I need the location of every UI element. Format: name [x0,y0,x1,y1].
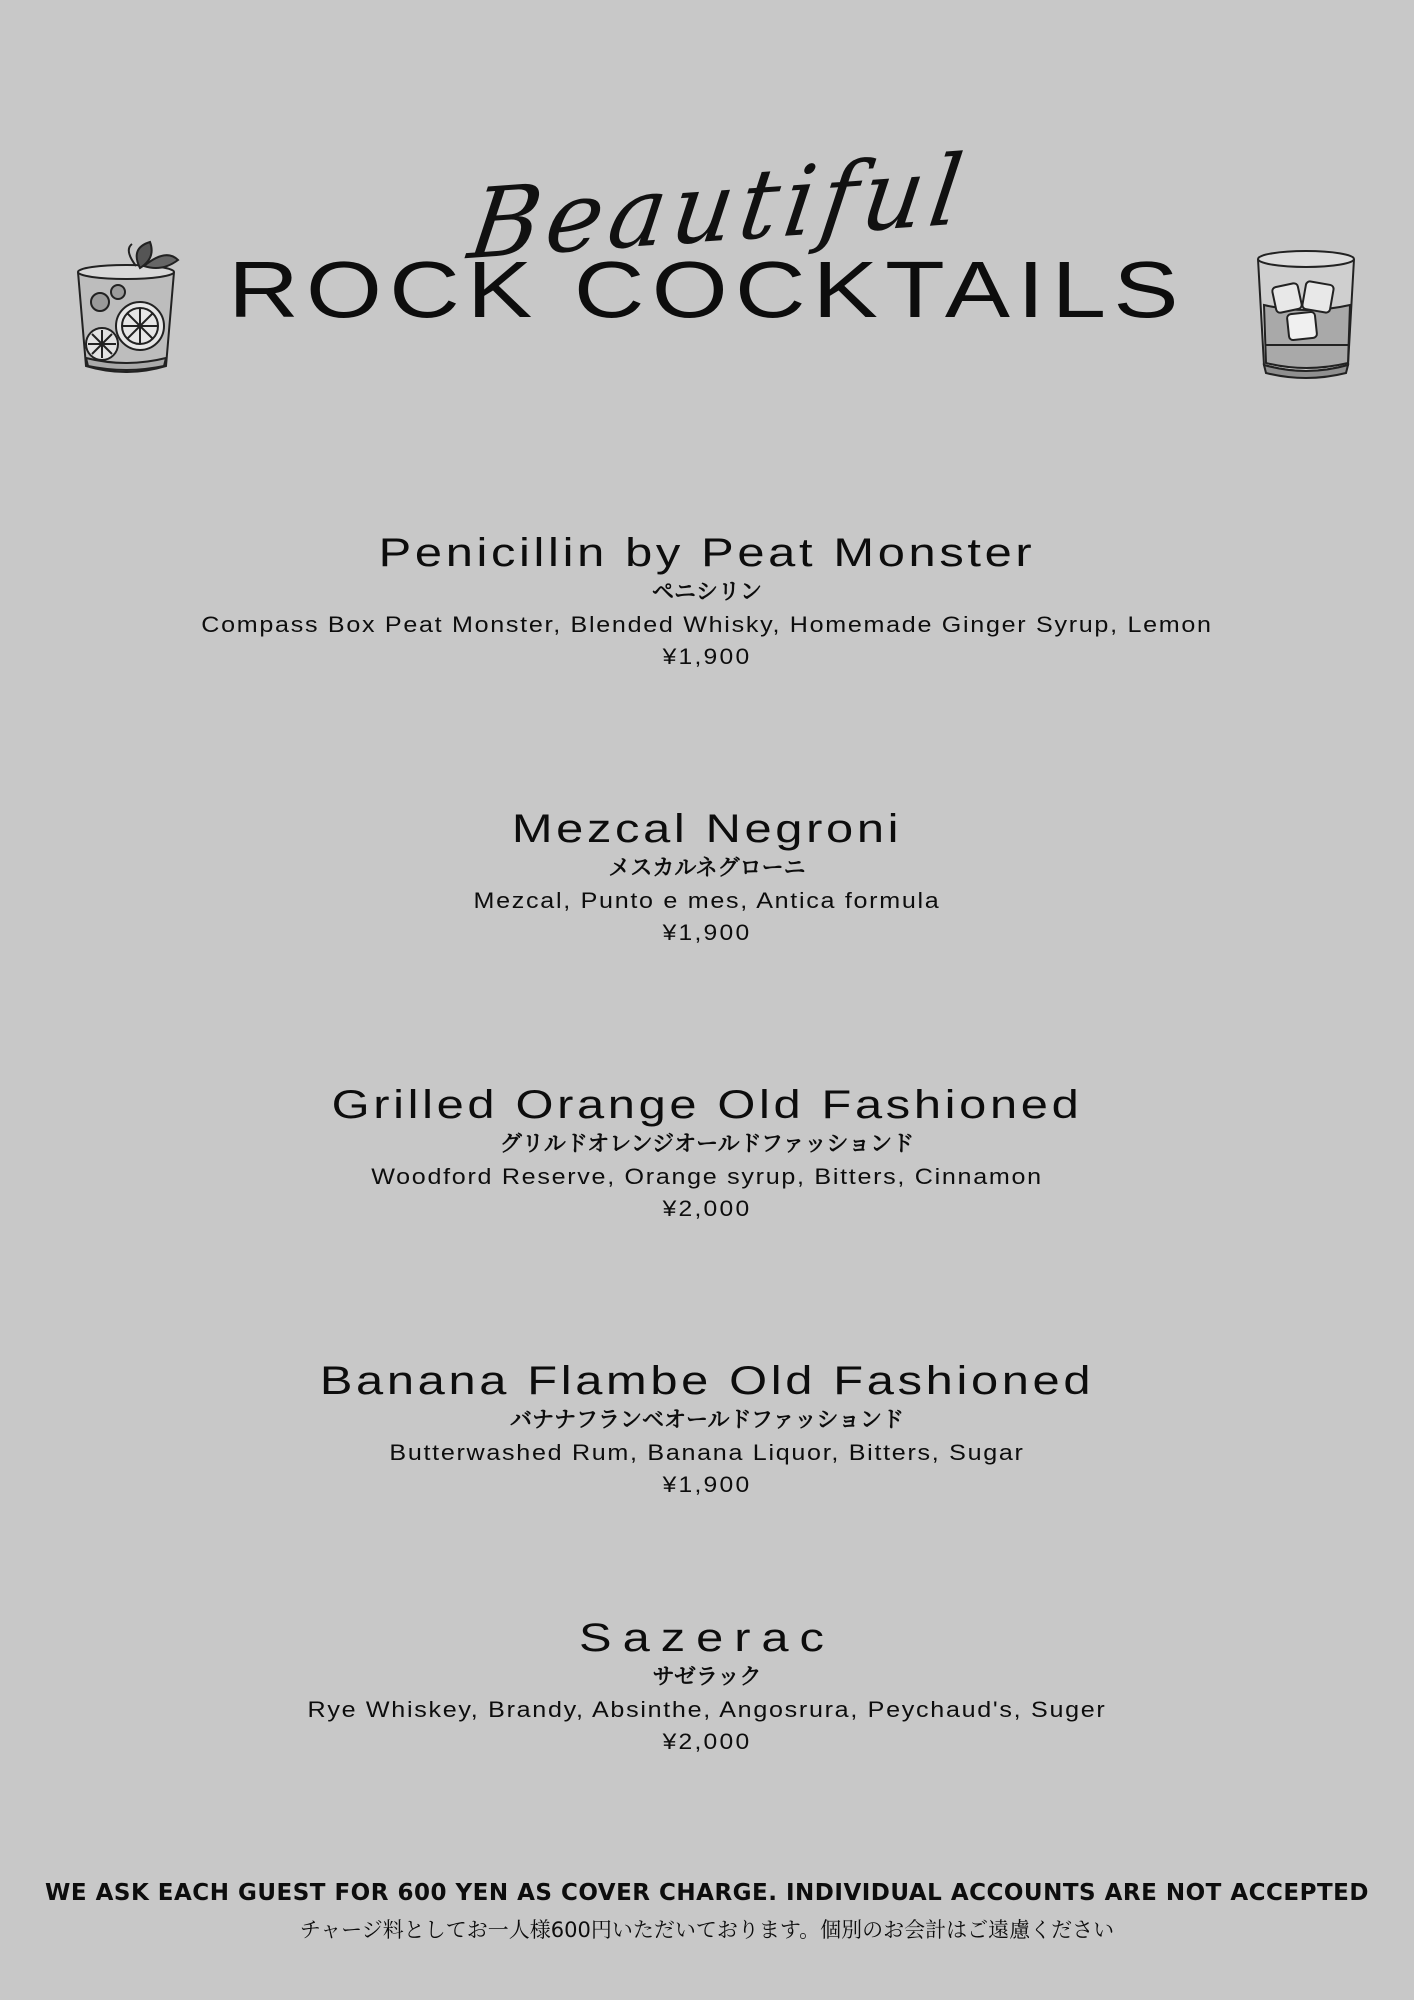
cocktail-japanese-name: サゼラック [652,1665,762,1690]
menu-item [0,1358,1414,1500]
cocktail-japanese-name: バナナフランベオールドファッションド [509,1408,905,1433]
cocktail-price: ¥2,000 [662,1729,752,1754]
menu-header [0,133,1414,390]
cover-charge-notice-jp: チャージ料としてお一人様600円いただいております。個別のお会計はご遠慮ください [299,1918,1115,1942]
menu-item [0,530,1414,672]
cocktail-name: Banana Flambe Old Fashioned [319,1359,1095,1403]
cover-charge-notice [0,1875,1414,1947]
menu-item [0,1615,1414,1757]
cocktail-name: Grilled Orange Old Fashioned [331,1083,1083,1127]
cocktail-ingredients: Woodford Reserve, Orange syrup, Bitters, Cinnamon [371,1164,1043,1189]
cocktail-price: ¥1,900 [662,1472,752,1497]
cocktail-ingredients: Mezcal, Punto e mes, Antica formula [473,888,941,913]
cocktail-price: ¥2,000 [662,1196,752,1221]
cocktail-name: Mezcal Negroni [511,807,903,851]
cocktail-price: ¥1,900 [662,920,752,945]
cocktail-japanese-name: メスカルネグローニ [608,856,806,881]
cocktail-japanese-name: グリルドオレンジオールドファッションド [499,1132,915,1157]
cover-charge-notice-en: WE ASK EACH GUEST FOR 600 YEN AS COVER CHARGE. INDIVIDUAL ACCOUNTS ARE NOT ACCEPTED [45,1880,1369,1906]
cocktail-ingredients: Rye Whiskey, Brandy, Absinthe, Angosrura, Peychaud's, Suger [307,1697,1107,1722]
cocktail-ingredients: Butterwashed Rum, Banana Liquor, Bitters, Sugar [389,1440,1025,1465]
cocktail-ingredients: Compass Box Peat Monster, Blended Whisky, Homemade Ginger Syrup, Lemon [201,612,1213,637]
script-title: Beautiful [462,133,976,282]
cocktail-japanese-name: ペニシリン [651,580,762,605]
cocktail-name: Penicillin by Peat Monster [378,531,1036,575]
menu-item [0,806,1414,948]
cocktail-name: Sazerac [579,1616,835,1660]
cocktail-price: ¥1,900 [662,644,752,669]
rocks-glass-with-ice-icon [1250,245,1362,380]
menu-item [0,1082,1414,1224]
main-title: ROCK COCKTAILS [228,245,1186,334]
